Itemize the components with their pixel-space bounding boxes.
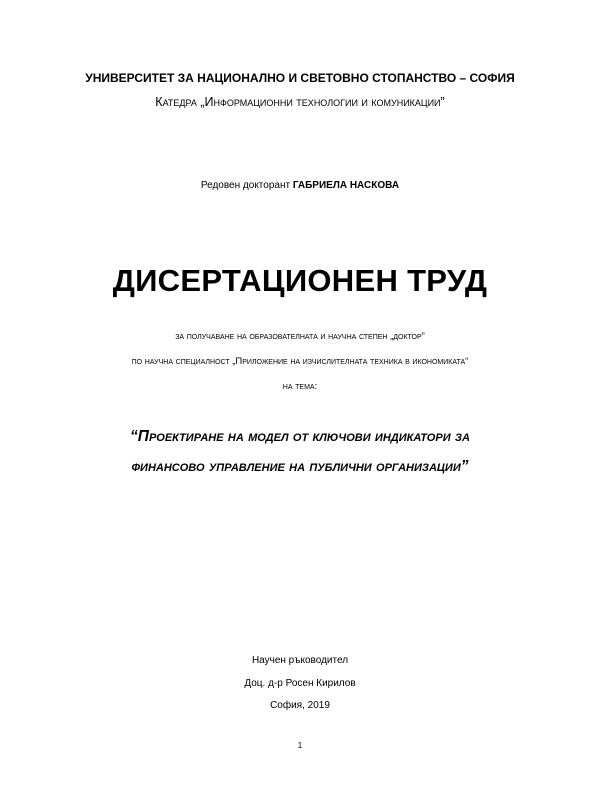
author-line — [0, 180, 600, 191]
author-name: ГАБРИЕЛА НАСКОВА — [292, 180, 400, 191]
supervisor-name: Доц. д-р Росен Кирилов — [244, 678, 356, 689]
department-name: Катедра „Информационни технологии и комуникации” — [155, 95, 445, 109]
topic-line-2: финансово управление на публични организации” — [131, 458, 469, 475]
author-prefix: Редовен докторант — [200, 180, 291, 191]
theme-label: на тема: — [282, 381, 318, 392]
supervisor-label: Научен ръководител — [251, 655, 349, 666]
page-number: 1 — [297, 741, 303, 750]
city-year: София, 2019 — [270, 700, 330, 711]
degree-line: за получаване на образователната и научна степен „доктор” — [175, 331, 425, 342]
topic-line-1: “Проектиране на модел от ключови индикатори за — [130, 428, 470, 445]
document-title: ДИСЕРТАЦИОНЕН ТРУД — [112, 263, 488, 298]
university-name: УНИВЕРСИТЕТ ЗА НАЦИОНАЛНО И СВЕТОВНО СТОПАНСТВО – СОФИЯ — [85, 71, 515, 85]
specialty-line: по научна специалност „Приложение на изчислителната техника в икономиката“ — [131, 356, 469, 367]
